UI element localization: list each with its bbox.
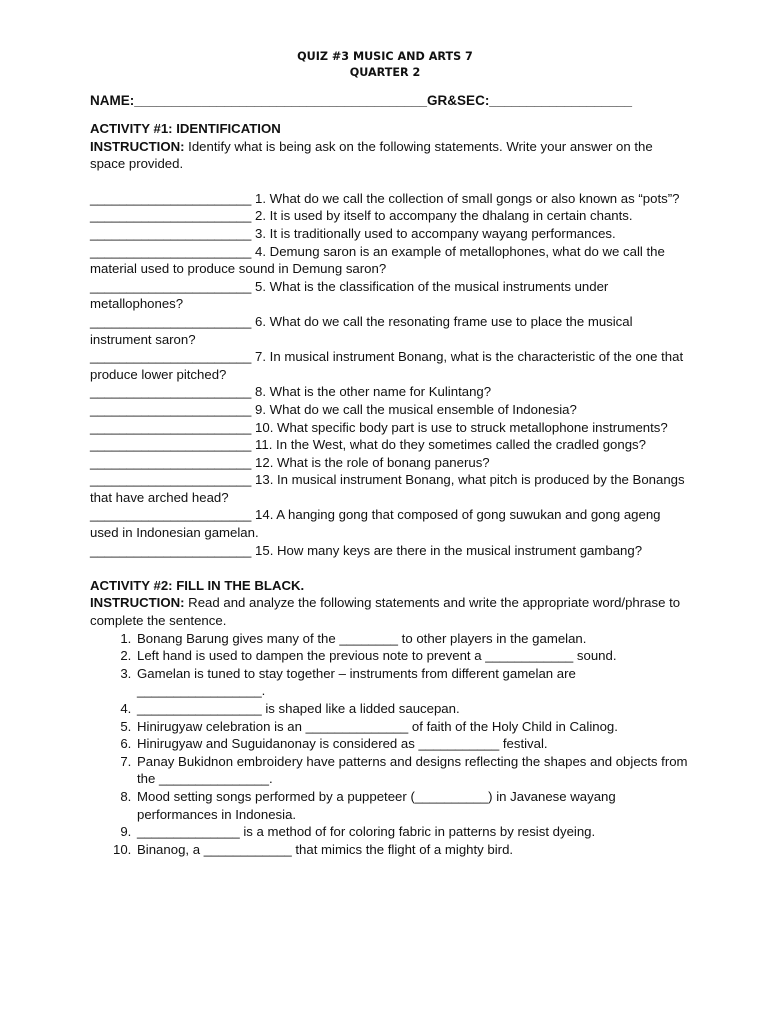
fill-in-list [90,630,690,859]
question-text: 2. It is used by itself to accompany the dhalang in certain chants. [251,208,633,224]
question-item [90,506,690,541]
instruction-text: Identify what is being ask on the following statements. Write your answer on the space provided. [90,138,653,172]
question-item [90,225,690,243]
answer-blank: ______________________ [90,278,252,294]
answer-blank: ______________________ [90,437,252,453]
answer-blank: ______________________ [90,472,252,488]
fill-item: 7. Panay Bukidnon embroidery have patterns and designs reflecting the shapes and objects from the _______________. [135,753,690,788]
fill-item: 10. Binanog, a ____________ that mimics the flight of a mighty bird. [135,841,690,859]
fill-item: 2. Left hand is used to dampen the previous note to prevent a ____________ sound. [135,647,690,665]
question-text: 10. What specific body part is use to struck metallophone instruments? [251,419,668,435]
fill-item: 3. Gamelan is tuned to stay together – instruments from different gamelan are _________________. [135,665,690,700]
question-item [90,471,690,506]
answer-blank: ______________________ [90,190,252,206]
question-item [90,542,690,560]
fill-item: 5. Hinirugyaw celebration is an ______________ of faith of the Holy Child in Calinog. [135,718,690,736]
question-item [90,419,690,437]
question-item [90,436,690,454]
question-text: 13. In musical instrument Bonang, what pitch is produced by the Bonangs that have arched head? [90,472,685,505]
question-text: 6. What do we call the resonating frame use to place the musical instrument saron? [90,313,633,347]
question-text: 8. What is the other name for Kulintang? [251,384,492,400]
quiz-title: QUIZ #3 MUSIC AND ARTS 7 [297,50,473,63]
question-text: 11. In the West, what do they sometimes called the cradled gongs? [251,437,646,453]
question-text: 12. What is the role of bonang panerus? [251,454,490,470]
answer-blank: ______________________ [90,507,252,523]
question-text: 1. What do we call the collection of small gongs or also known as “pots”? [251,190,680,206]
question-text: 9. What do we call the musical ensemble of Indonesia? [251,401,577,417]
question-text: 7. In musical instrument Bonang, what is the characteristic of the one that produce lower pitched? [90,349,684,382]
name-grade-section-line: NAME:_______________________________________GR&SEC:___________________ [90,93,632,108]
answer-blank: ______________________ [90,208,252,224]
fill-item: 8. Mood setting songs performed by a puppeteer (__________) in Javanese wayang performances in Indonesia. [135,788,690,823]
question-item [90,401,690,419]
answer-blank: ______________________ [90,384,252,400]
question-item [90,383,690,401]
question-item [90,348,690,383]
activity-2-instruction [90,594,690,629]
answer-blank: ______________________ [90,419,252,435]
activity-1-section [90,120,690,858]
question-item [90,207,690,225]
quarter-label: QUARTER 2 [349,66,421,79]
activity-2-heading: ACTIVITY #2: FILL IN THE BLACK. [90,577,305,593]
question-text: 14. A hanging gong that composed of gong suwukan and gong ageng used in Indonesian gamelan. [90,507,661,541]
activity-1-heading: ACTIVITY #1: IDENTIFICATION [90,121,281,136]
answer-blank: ______________________ [90,454,252,470]
instruction-text: Read and analyze the following statements and write the appropriate word/phrase to complete the sentence. [90,595,681,629]
answer-blank: ______________________ [90,243,252,259]
answer-blank: ______________________ [90,313,252,329]
identification-question-list [90,190,690,559]
instruction-label: INSTRUCTION: [90,138,185,154]
question-item [90,454,690,472]
fill-item: 4. _________________ is shaped like a lidded saucepan. [135,700,690,718]
instruction-label: INSTRUCTION: [90,595,185,611]
question-item [90,243,690,278]
answer-blank: ______________________ [90,542,252,558]
question-item [90,278,690,313]
question-text: 5. What is the classification of the musical instruments under metallophones? [90,278,609,312]
question-item [90,190,690,208]
fill-item: 6. Hinirugyaw and Suguidanonay is considered as ___________ festival. [135,735,690,753]
activity-2-section [90,577,690,859]
fill-item: 9. ______________ is a method of for coloring fabric in patterns by resist dyeing. [135,823,690,841]
answer-blank: ______________________ [90,401,252,417]
question-text: 3. It is traditionally used to accompany wayang performances. [251,225,616,241]
fill-item: 1. Bonang Barung gives many of the ________ to other players in the gamelan. [135,630,690,648]
question-item [90,313,690,348]
answer-blank: ______________________ [90,225,252,241]
question-text: 15. How many keys are there in the musical instrument gambang? [251,542,643,558]
activity-1-instruction [90,138,690,173]
answer-blank: ______________________ [90,349,252,365]
question-text: 4. Demung saron is an example of metallophones, what do we call the material used to produce sound in Demung saron? [90,243,665,277]
